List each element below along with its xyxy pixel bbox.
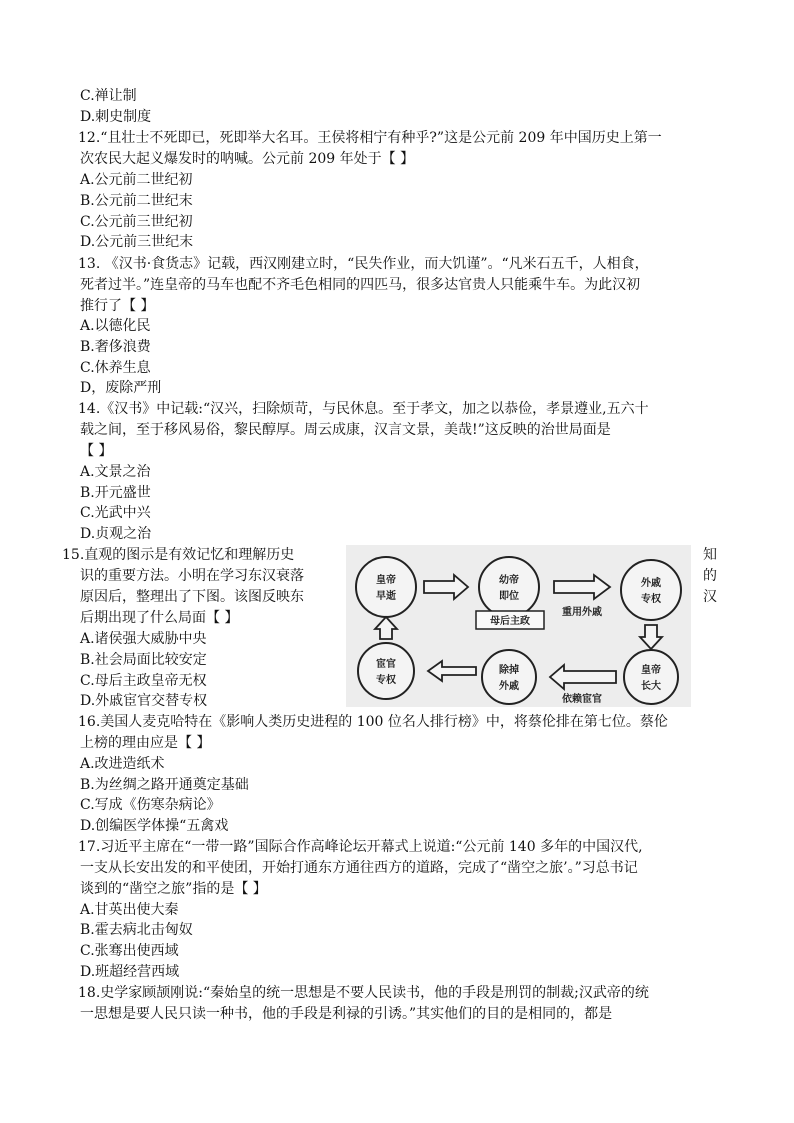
q11-option-d: D.刺史制度 [80,109,152,125]
q15-option-b: B.社会局面比较安定 [80,652,207,668]
q11-option-c: C.禅让制 [80,88,137,104]
q14-option-b: B.开元盛世 [80,485,151,501]
node-young-emperor-enthroned [479,557,539,617]
q12-option-c: C.公元前三世纪初 [80,214,193,230]
node-consort-clan-power [621,560,681,620]
q17-stem-line1: 17.习近平主席在“一带一路”国际合作高峰论坛开幕式上说道:“公元前 140 多年的中国汉代, [78,839,643,855]
arrow-left-icon [550,665,616,689]
q17-option-c: C.张骞出使西域 [80,943,179,959]
q14-option-c: C.光武中兴 [80,505,151,521]
label-yilai-huanguan: 依赖宦官 [562,694,602,705]
q12-option-a: A.公元前二世纪初 [80,172,193,188]
label-muhou-zhuzheng: 母后主政 [490,616,530,627]
svg-text:除掉: 除掉 [499,665,519,676]
arrow-right-icon [424,575,468,599]
q13-option-b: B.奢侈浪费 [80,339,151,355]
q15-wrap-char-3: 汉 [703,589,717,605]
q16-option-c: C.写成《伤寒杂病论》 [80,797,221,813]
svg-text:皇帝: 皇帝 [376,575,396,586]
q13-stem-line2: 死者过半。”连皇帝的马车也配不齐毛色相同的四匹马，很多达官贵人只能乘牛车。为此汉初 [80,277,641,293]
q17-option-b: B.霍去病北击匈奴 [80,922,193,938]
q17-stem-line3: 谈到的“凿空之旅”指的是【 】 [80,881,267,897]
svg-text:外戚: 外戚 [499,681,519,692]
arrow-up-icon [375,617,397,639]
svg-text:专权: 专权 [376,675,396,686]
q17-option-a: A.甘英出使大秦 [80,902,179,918]
svg-text:早逝: 早逝 [376,591,396,602]
q14-option-d: D.贞观之治 [80,526,152,542]
node-remove-consort-clan [482,650,536,704]
arrow-right-icon [554,575,610,599]
node-emperor-grows-up [624,650,678,704]
node-eunuch-power [358,643,414,699]
q15-stem-line2: 识的重要方法。小明在学习东汉衰落 [80,568,304,584]
svg-text:外戚: 外戚 [641,578,661,589]
svg-text:专权: 专权 [641,594,661,605]
q15-wrap-char-1: 知 [703,547,717,563]
q13-option-c: C.休养生息 [80,360,151,376]
q17-option-d: D.班超经营西域 [80,964,180,980]
svg-text:即位: 即位 [499,591,519,602]
q15-option-a: A.诸侯强大威胁中央 [80,631,207,647]
q15-stem-line4: 后期出现了什么局面【 】 [80,610,239,626]
q15-stem-line3: 原因后，整理出了下图。该图反映东 [80,589,304,605]
q16-option-a: A.改进造纸术 [80,756,165,772]
q12-stem-line2: 次农民大起义爆发时的呐喊。公元前 209 年处于【 】 [80,151,415,167]
q13-stem-line3: 推行了【 】 [80,298,155,314]
q18-stem-line2: 一思想是要人民只读一种书，他的手段是利禄的引诱。”其实他们的目的是相同的，都是 [80,1006,613,1022]
q13-stem-line1: 13. 《汉书·食货志》记载，西汉刚建立时，“民失作业，而大饥谨”。“凡米石五千，人相食， [78,256,649,272]
q15-option-d: D.外戚宦官交替专权 [80,693,208,709]
label-zhongyong-waiqi: 重用外戚 [562,607,602,618]
q18-stem-line1: 18.史学家顾颉刚说:“秦始皇的统一思想是不要人民读书，他的手段是刑罚的制裁;汉武帝的统 [78,985,649,1001]
han-decline-cycle-diagram [346,545,691,707]
q15-wrap-char-2: 的 [703,568,717,584]
node-emperor-dies-young [356,557,416,617]
svg-text:宦官: 宦官 [376,659,396,670]
q12-option-b: B.公元前二世纪末 [80,193,193,209]
svg-text:皇帝: 皇帝 [641,665,661,676]
q13-option-d: D，废除严刑 [80,380,162,396]
q14-option-a: A.文景之治 [80,464,151,480]
svg-text:幼帝: 幼帝 [499,575,519,586]
q15-stem-line1: 15.直观的图示是有效记忆和理解历史 [62,547,295,563]
q16-option-d: D.创编医学体操“五禽戏 [80,818,229,834]
q16-stem-line2: 上榜的理由应是【 】 [80,735,211,751]
q12-option-d: D.公元前三世纪末 [80,234,194,250]
q12-stem-line1: 12.“且壮士不死即已，死即举大名耳。王侯将相宁有种乎?”这是公元前 209 年中国历史上第一 [78,130,662,146]
q14-answer-bracket: 【 】 [80,443,113,459]
q16-stem-line1: 16.美国人麦克哈特在《影响人类历史进程的 100 位名人排行榜》中，将蔡伦排在第七位。蔡伦 [78,714,668,730]
q14-stem-line2: 载之间，至于移风易俗，黎民醇厚。周云成康，汉言文景，美哉!”这反映的治世局面是 [80,422,611,438]
q13-option-a: A.以德化民 [80,318,151,334]
q14-stem-line1: 14.《汉书》中记载:“汉兴，扫除烦苛，与民休息。至于孝文，加之以恭俭，孝景遵业,五六十 [78,401,649,417]
q16-option-b: B.为丝绸之路开通奠定基础 [80,777,249,793]
q15-option-c: C.母后主政皇帝无权 [80,673,207,689]
arrow-left-icon [428,661,476,681]
q17-stem-line2: 一支从长安出发的和平使团，开始打通东方通往西方的道路，完成了“凿空之旅’。”习总书记 [80,860,638,876]
arrow-down-icon [640,625,662,649]
svg-text:长大: 长大 [641,681,661,692]
